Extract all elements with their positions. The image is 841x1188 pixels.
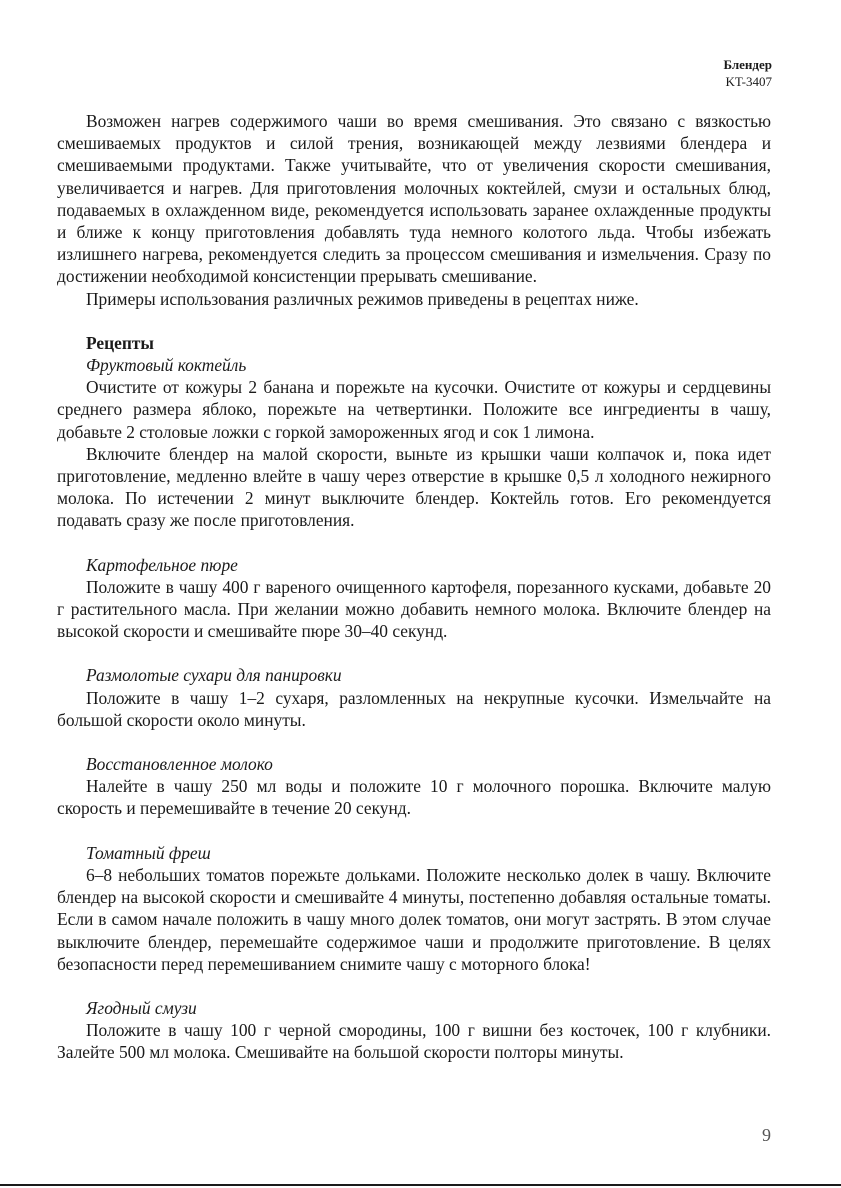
recipe-title: Размолотые сухари для панировки: [86, 665, 342, 686]
header-title: Блендер: [723, 57, 772, 72]
recipe-paragraph: Положите в чашу 400 г вареного очищенного картофеля, порезанного кусками, добавьте 20 г растительного масла. При желании можно добавить немного молока. Включите блендер на высокой скорости и смешивайте пюре 30–40 секунд.: [57, 576, 771, 642]
recipe-section: [57, 664, 771, 731]
recipe-section: [57, 354, 771, 532]
recipe-paragraph: Положите в чашу 1–2 сухаря, разломленных на некрупные кусочки. Измельчайте на большой скорости около минуты.: [57, 687, 771, 730]
recipe-paragraph: 6–8 небольших томатов порежьте дольками. Положите несколько долек в чашу. Включите блендер на высокой скорости и смешивайте 4 минуты, постепенно добавляя остальные томаты. Если в самом начале положить в чашу много долек томатов, они могут застрять. В этом случае выключите блендер, перемешайте содержимое чаши и продолжите приготовление. В целях безопасности перед перемешиванием снимите чашу с моторного блока!: [57, 864, 771, 974]
recipe-title: Томатный фреш: [86, 842, 211, 863]
intro-paragraph: Примеры использования различных режимов приведены в рецептах ниже.: [86, 288, 639, 309]
recipe-title: Фруктовый коктейль: [86, 355, 247, 376]
page-content: [57, 110, 771, 1064]
recipes-heading: Рецепты: [86, 332, 154, 353]
recipe-title: Картофельное пюре: [86, 554, 238, 575]
intro-paragraph: Возможен нагрев содержимого чаши во время смешивания. Это связано с вязкостью смешиваемых продуктов и силой трения, возникающей между лезвиями блендера и смешиваемыми продуктами. Также учитывайте, что от увеличения скорости смешивания, увеличивается и нагрев. Для приготовления молочных коктейлей, смузи и остальных блюд, подаваемых в охлажденном виде, рекомендуется использовать заранее охлажденные продукты и ближе к концу приготовления добавлять туда немного колотого льда. Чтобы избежать излишнего нагрева, рекомендуется следить за процессом смешивания и измельчения. Сразу по достижении необходимой консистенции прерывать смешивание.: [57, 111, 771, 287]
header-model: KT-3407: [725, 74, 772, 89]
bottom-rule: [0, 1184, 841, 1186]
recipe-section: [57, 997, 771, 1064]
recipe-section: [57, 753, 771, 820]
recipe-section: [57, 842, 771, 975]
recipe-paragraph: Налейте в чашу 250 мл воды и положите 10 г молочного порошка. Включите малую скорость и перемешивайте в течение 20 секунд.: [57, 776, 771, 819]
recipe-title: Ягодный смузи: [86, 997, 197, 1018]
recipe-paragraph: Положите в чашу 100 г черной смородины, 100 г вишни без косточек, 100 г клубники. Залейте 500 мл молока. Смешивайте на большой скорости полторы минуты.: [57, 1020, 771, 1063]
recipe-section: [57, 554, 771, 643]
recipe-title: Восстановленное молоко: [86, 754, 273, 775]
page-number: 9: [762, 1125, 771, 1145]
running-header: [723, 56, 772, 90]
recipe-paragraph: Очистите от кожуры 2 банана и порежьте на кусочки. Очистите от кожуры и сердцевины среднего размера яблоко, порежьте на четвертинки. Положите все ингредиенты в чашу, добавьте 2 столовые ложки с горкой замороженных ягод и сок 1 лимона.: [57, 377, 771, 442]
recipe-paragraph: Включите блендер на малой скорости, выньте из крышки чаши колпачок и, пока идет приготовление, медленно влейте в чашу через отверстие в крышке 0,5 л холодного нежирного молока. По истечении 2 минут выключите блендер. Коктейль готов. Его рекомендуется подавать сразу же после приготовления.: [57, 443, 771, 531]
